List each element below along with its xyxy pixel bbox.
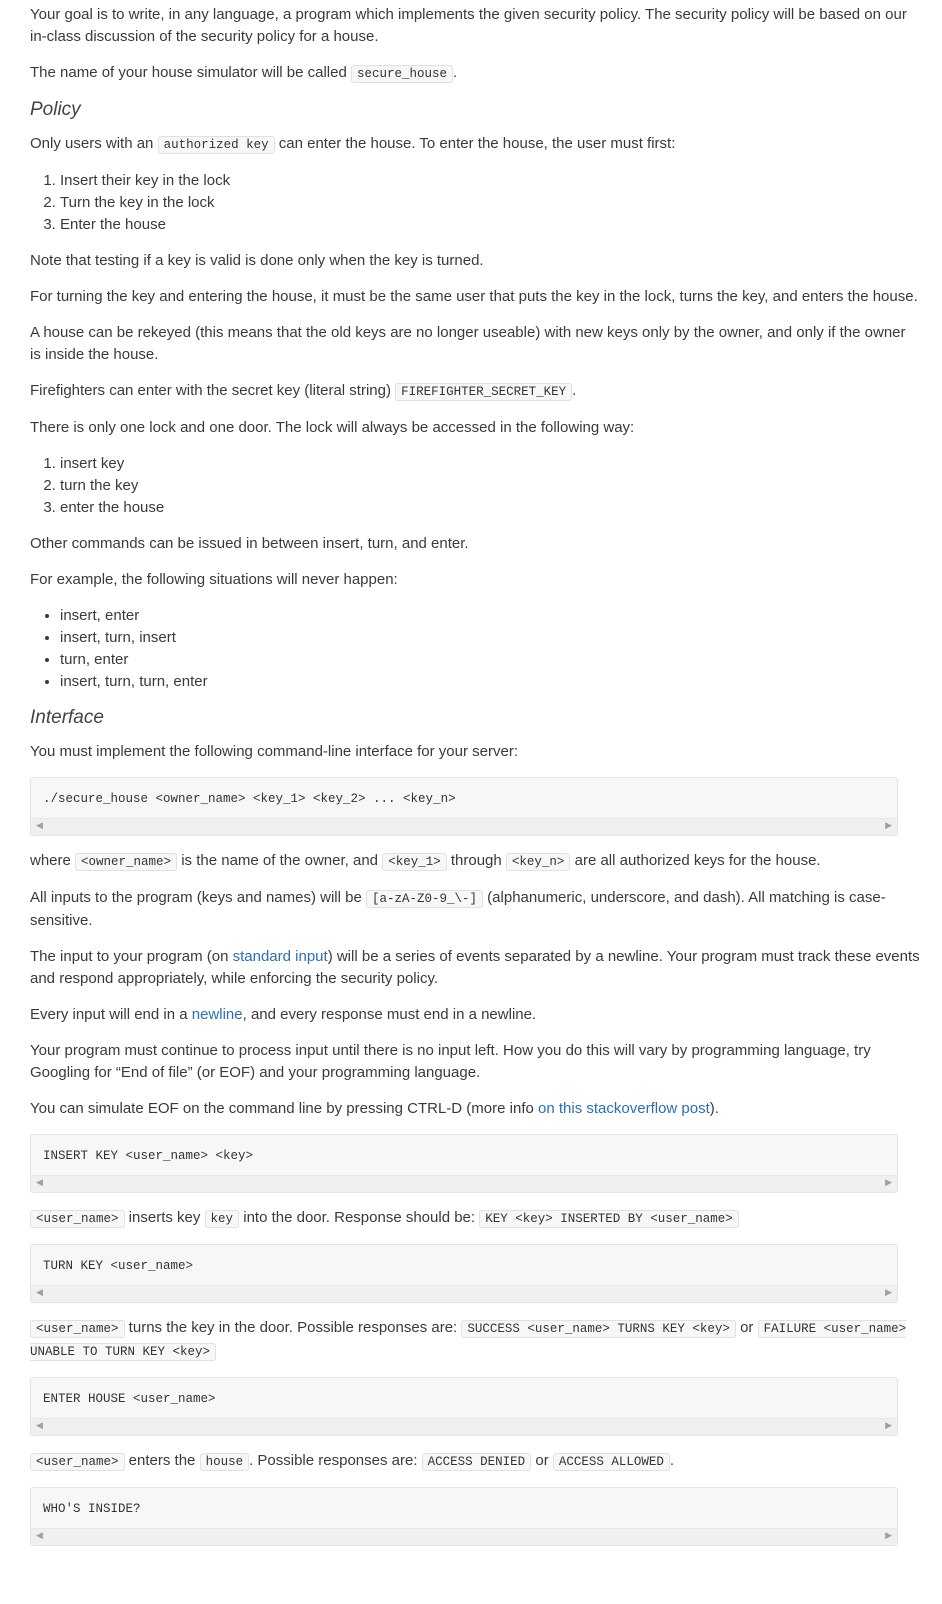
scroll-right-icon[interactable]: ▶ bbox=[885, 1288, 892, 1298]
owner-name-code: <owner_name> bbox=[75, 853, 177, 871]
list-item: 2. Turn the key in the lock bbox=[60, 192, 920, 214]
firefighter-key-code: FIREFIGHTER_SECRET_KEY bbox=[395, 383, 572, 401]
scroll-right-icon[interactable]: ▶ bbox=[885, 1178, 892, 1188]
list-item: • turn, enter bbox=[60, 649, 920, 671]
entry-steps-list bbox=[30, 170, 920, 236]
interface-intro: You must implement the following command-line interface for your server: bbox=[30, 743, 518, 760]
key-code: key bbox=[205, 1210, 240, 1228]
horizontal-scrollbar[interactable] bbox=[31, 1285, 897, 1302]
list-item: • insert, turn, turn, enter bbox=[60, 671, 920, 693]
access-steps-list bbox=[30, 453, 920, 519]
turn-key-code: TURN KEY <user_name> bbox=[43, 1259, 194, 1273]
newline-link[interactable]: newline bbox=[191, 1006, 243, 1023]
access-allowed-code: ACCESS ALLOWED bbox=[553, 1453, 670, 1471]
key-1-code: <key_1> bbox=[382, 853, 447, 871]
turn-key-code-block bbox=[30, 1244, 898, 1303]
newline-paragraph: Every input will end in a newline, and every response must end in a newline. bbox=[30, 1006, 537, 1023]
scroll-left-icon[interactable]: ◀ bbox=[36, 821, 43, 831]
insert-key-code: INSERT KEY <user_name> <key> bbox=[43, 1149, 254, 1163]
insert-key-code-block bbox=[30, 1134, 898, 1193]
turn-success-code: SUCCESS <user_name> TURNS KEY <key> bbox=[461, 1320, 736, 1338]
scroll-right-icon[interactable]: ▶ bbox=[885, 1421, 892, 1431]
authorized-key-code: authorized key bbox=[158, 136, 275, 154]
horizontal-scrollbar[interactable] bbox=[31, 1418, 897, 1435]
rekey-paragraph: A house can be rekeyed (this means that the old keys are no longer useable) with new keys only by the owner, and only if the owner is inside the house. bbox=[30, 324, 906, 363]
list-item: 1. insert key bbox=[60, 453, 920, 475]
enter-house-code: ENTER HOUSE <user_name> bbox=[43, 1392, 216, 1406]
whos-inside-code: WHO'S INSIDE? bbox=[43, 1502, 141, 1516]
firefighter-paragraph: Firefighters can enter with the secret key (literal string) FIREFIGHTER_SECRET_KEY . bbox=[30, 382, 577, 399]
intro-paragraph: Your goal is to write, in any language, a program which implements the given security policy. The security policy will be based on our in-class discussion of the security policy for a house. bbox=[30, 6, 907, 45]
house-code: house bbox=[200, 1453, 250, 1471]
lock-access-paragraph: There is only one lock and one door. The lock will always be accessed in the following way: bbox=[30, 419, 635, 436]
list-item: • insert, enter bbox=[60, 605, 920, 627]
policy-heading: Policy bbox=[30, 99, 81, 120]
scroll-left-icon[interactable]: ◀ bbox=[36, 1421, 43, 1431]
scroll-left-icon[interactable]: ◀ bbox=[36, 1531, 43, 1541]
whos-inside-code-block bbox=[30, 1487, 898, 1546]
never-happen-paragraph: For example, the following situations will never happen: bbox=[30, 571, 398, 588]
user-name-code: <user_name> bbox=[30, 1320, 125, 1338]
ctrl-d-paragraph: You can simulate EOF on the command line by pressing CTRL-D (more info on this stackoverflow post). bbox=[30, 1100, 719, 1117]
key-validity-note: Note that testing if a key is valid is done only when the key is turned. bbox=[30, 252, 484, 269]
stdin-paragraph: The input to your program (on standard input) will be a series of events separated by a newline. Your program must track these events and respond appropriately, while enforcing the security policy. bbox=[30, 948, 920, 987]
list-item: 3. enter the house bbox=[60, 497, 920, 519]
scroll-left-icon[interactable]: ◀ bbox=[36, 1288, 43, 1298]
user-name-code: <user_name> bbox=[30, 1210, 125, 1228]
insert-key-description: <user_name> inserts key key into the door. Response should be: KEY <key> INSERTED BY <user_name> bbox=[30, 1207, 920, 1230]
enter-house-description: <user_name> enters the house . Possible responses are: ACCESS DENIED or ACCESS ALLOWED . bbox=[30, 1450, 920, 1473]
program-name-paragraph: The name of your house simulator will be called secure_house . bbox=[30, 64, 458, 81]
list-item: 3. Enter the house bbox=[60, 214, 920, 236]
horizontal-scrollbar[interactable] bbox=[31, 818, 897, 835]
horizontal-scrollbar[interactable] bbox=[31, 1528, 897, 1545]
policy-intro: Only users with an authorized key can enter the house. To enter the house, the user must first: bbox=[30, 135, 676, 152]
never-happen-list bbox=[30, 605, 920, 693]
list-item: • insert, turn, insert bbox=[60, 627, 920, 649]
cli-code: ./secure_house <owner_name> <key_1> <key_2> ... <key_n> bbox=[43, 792, 456, 806]
access-denied-code: ACCESS DENIED bbox=[422, 1453, 532, 1471]
horizontal-scrollbar[interactable] bbox=[31, 1175, 897, 1192]
enter-house-code-block bbox=[30, 1377, 898, 1436]
user-name-code: <user_name> bbox=[30, 1453, 125, 1471]
turn-failure-code: FAILURE <user_name> UNABLE TO TURN KEY <key> bbox=[30, 1322, 907, 1359]
scroll-right-icon[interactable]: ▶ bbox=[885, 1531, 892, 1541]
insert-response-code: KEY <key> INSERTED BY <user_name> bbox=[479, 1210, 739, 1228]
other-commands-paragraph: Other commands can be issued in between insert, turn, and enter. bbox=[30, 535, 469, 552]
cli-code-block bbox=[30, 777, 898, 836]
charset-code: [a-zA-Z0-9_\-] bbox=[366, 890, 483, 908]
key-n-code: <key_n> bbox=[506, 853, 571, 871]
turn-key-description: <user_name> turns the key in the door. Possible responses are: SUCCESS <user_name> TURNS KEY <key> or FAILURE <user_name> UNABLE TO TURN KEY <key> bbox=[30, 1319, 907, 1359]
interface-heading: Interface bbox=[30, 707, 104, 728]
input-charset-paragraph: All inputs to the program (keys and names) will be [a-zA-Z0-9_\-] (alphanumeric, underscore, and dash). All matching is case-sensitive. bbox=[30, 889, 886, 929]
list-item: 1. Insert their key in the lock bbox=[60, 170, 920, 192]
eof-paragraph: Your program must continue to process input until there is no input left. How you do this will vary by programming language, try Googling for “End of file” (or EOF) and your programming language. bbox=[30, 1042, 871, 1081]
same-user-paragraph: For turning the key and entering the house, it must be the same user that puts the key in the lock, turns the key, and enters the house. bbox=[30, 288, 918, 305]
list-item: 2. turn the key bbox=[60, 475, 920, 497]
program-name-code: secure_house bbox=[351, 65, 453, 83]
scroll-right-icon[interactable]: ▶ bbox=[885, 821, 892, 831]
stackoverflow-link[interactable]: on this stackoverflow post bbox=[538, 1100, 710, 1117]
scroll-left-icon[interactable]: ◀ bbox=[36, 1178, 43, 1188]
standard-input-link[interactable]: standard input bbox=[232, 948, 328, 965]
cli-args-paragraph: where <owner_name> is the name of the owner, and <key_1> through <key_n> are all authorized keys for the house. bbox=[30, 852, 821, 869]
